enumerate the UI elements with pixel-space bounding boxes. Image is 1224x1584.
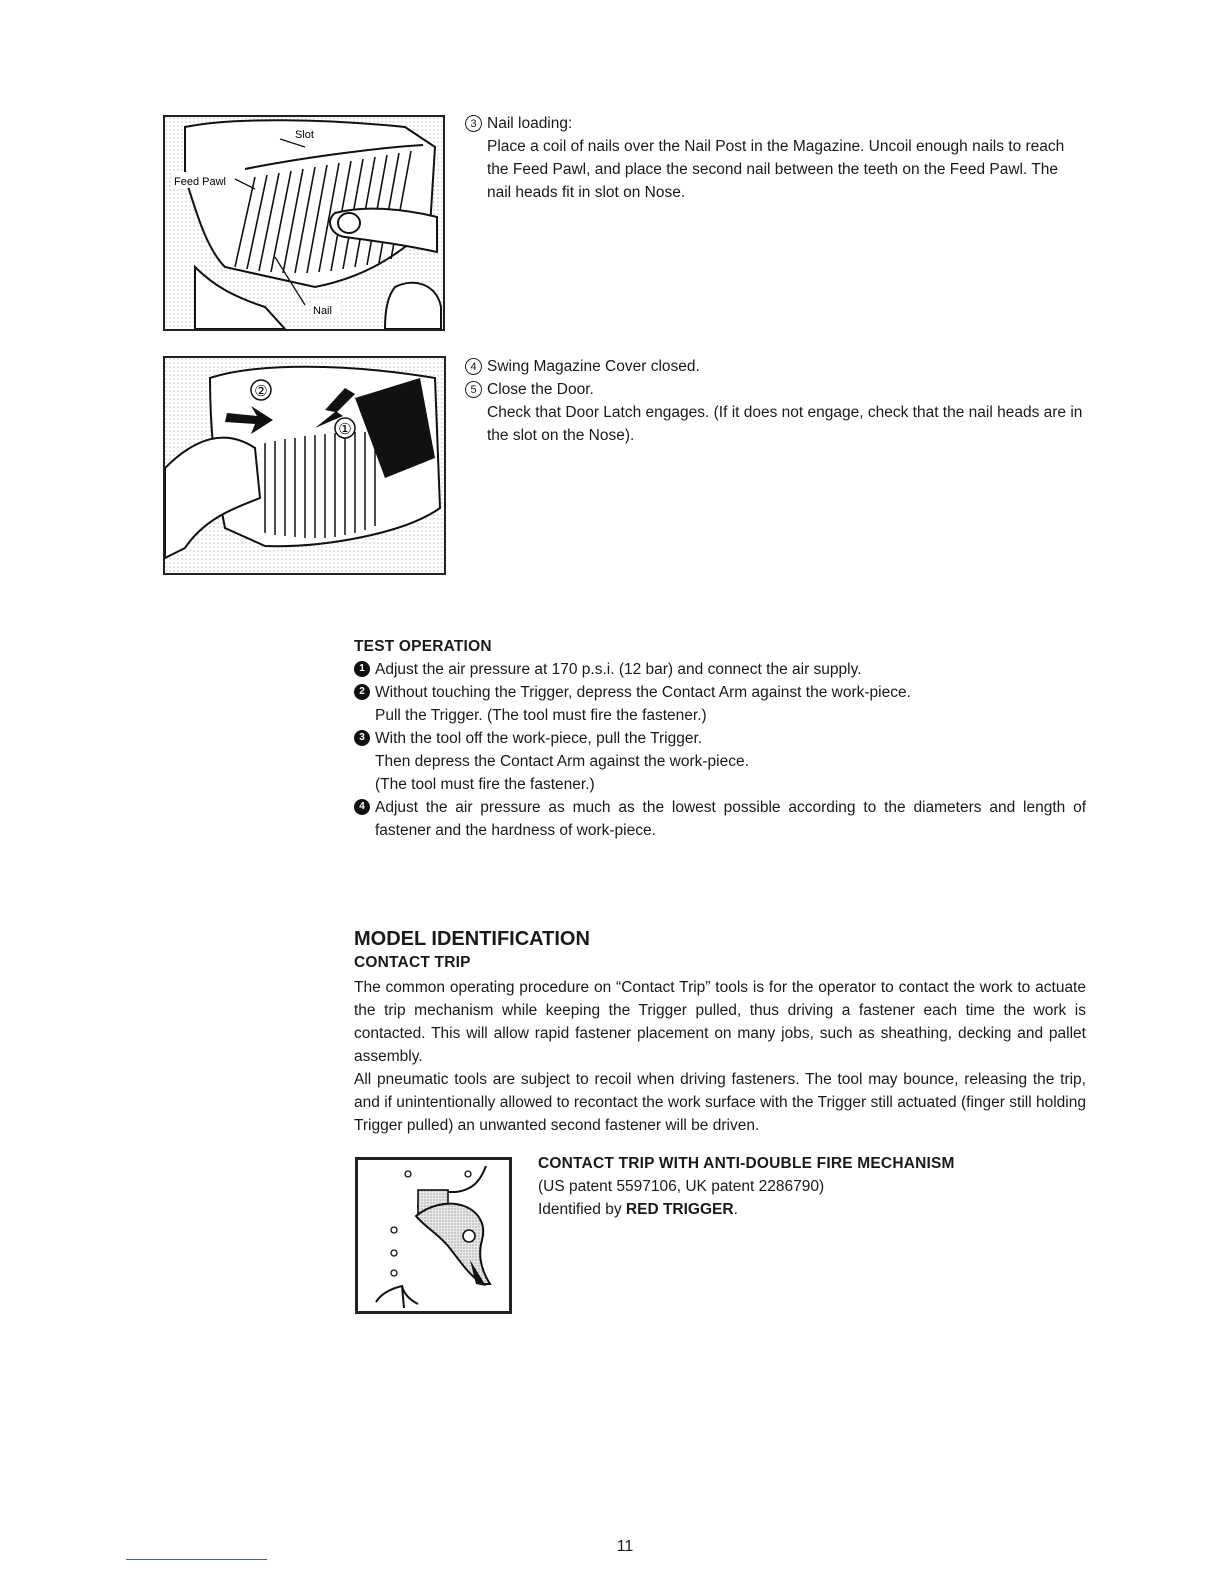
step-5-text: Close the Door. <box>487 381 594 398</box>
identified-suffix: . <box>733 1201 738 1218</box>
test-step <box>354 658 1086 681</box>
model-identification-section <box>354 926 1086 1137</box>
step-number-4: 4 <box>465 358 482 375</box>
contact-trip-heading: CONTACT TRIP <box>354 954 471 971</box>
nail-loading-title-row <box>465 112 1085 135</box>
feed-pawl-label: Feed Pawl <box>174 176 226 188</box>
contact-trip-para2: All pneumatic tools are subject to recoil when driving fasteners. The tool may bounce, releasing the trip, and if unintentionally allowed to recontact the work surface with the Trigger still actuated (finger still holding Trigger pulled) an unwanted second fastener will be driven. <box>354 1071 1086 1134</box>
callout-1: ① <box>338 420 352 438</box>
contact-trip-para1: The common operating procedure on “Contact Trip” tools is for the operator to contact the work to actuate the trip mechanism while keeping the Trigger pulled, thus driving a fastener each time the work is contacted. This will allow rapid fastener placement on many jobs, such as sheathing, decking and pallet assembly. <box>354 979 1086 1065</box>
anti-double-fire-heading: CONTACT TRIP WITH ANTI-DOUBLE FIRE MECHANISM <box>538 1155 955 1172</box>
test-step-line: (The tool must fire the fastener.) <box>375 776 595 793</box>
anti-double-fire-section <box>538 1152 1086 1221</box>
step-number-bullet: 3 <box>354 730 370 746</box>
nail-loading-illustration <box>165 117 443 329</box>
step-number-bullet: 2 <box>354 684 370 700</box>
step-number-5: 5 <box>465 381 482 398</box>
identified-prefix: Identified by <box>538 1201 626 1218</box>
swing-cover-steps <box>465 355 1085 447</box>
nail-loading-step <box>465 112 1085 204</box>
test-step <box>354 681 1086 727</box>
step-number-bullet: 4 <box>354 799 370 815</box>
footer-rule <box>126 1559 267 1560</box>
step-5-row <box>465 378 1085 401</box>
patent-text: (US patent 5597106, UK patent 2286790) <box>538 1178 825 1195</box>
test-step-line: Adjust the air pressure at 170 p.s.i. (12 bar) and connect the air supply. <box>375 661 862 678</box>
test-operation-list <box>354 658 1086 842</box>
identified-line <box>538 1198 1086 1221</box>
test-operation-heading: TEST OPERATION <box>354 638 492 655</box>
step-4-text: Swing Magazine Cover closed. <box>487 358 700 375</box>
nail-loading-figure <box>163 115 445 331</box>
nail-loading-title: Nail loading: <box>487 115 573 132</box>
model-identification-heading: MODEL IDENTIFICATION <box>354 928 590 950</box>
test-step-line: With the tool off the work-piece, pull the Trigger. <box>375 730 703 747</box>
step-number-bullet: 1 <box>354 661 370 677</box>
door-latch-body: Check that Door Latch engages. (If it does not engage, check that the nail heads are in the slot on the Nose). <box>487 404 1083 444</box>
test-step-line: Without touching the Trigger, depress the Contact Arm against the work-piece. <box>375 684 911 701</box>
step-number-3: 3 <box>465 115 482 132</box>
test-step-line: Adjust the air pressure as much as the lowest possible according to the diameters and length of fastener and the hardness of work-piece. <box>375 799 1086 839</box>
slot-label: Slot <box>295 129 314 141</box>
callout-2: ② <box>254 382 268 400</box>
test-operation-section <box>354 636 1086 842</box>
test-step-line: Then depress the Contact Arm against the work-piece. <box>375 753 749 770</box>
trigger-illustration <box>358 1160 509 1311</box>
test-step-line: Pull the Trigger. (The tool must fire the fastener.) <box>375 707 707 724</box>
swing-cover-illustration <box>165 358 444 573</box>
test-step <box>354 796 1086 842</box>
trigger-figure <box>355 1157 512 1314</box>
nail-label: Nail <box>313 305 332 317</box>
swing-cover-figure <box>163 356 446 575</box>
step-4-row <box>465 355 1085 378</box>
nail-loading-body: Place a coil of nails over the Nail Post in the Magazine. Uncoil enough nails to reach the Feed Pawl, and place the second nail between the teeth on the Feed Pawl. The nail heads fit in slot on Nose. <box>487 138 1065 201</box>
red-trigger-label: RED TRIGGER <box>625 1201 734 1218</box>
test-step <box>354 727 1086 796</box>
page-number: 11 <box>616 1538 634 1555</box>
